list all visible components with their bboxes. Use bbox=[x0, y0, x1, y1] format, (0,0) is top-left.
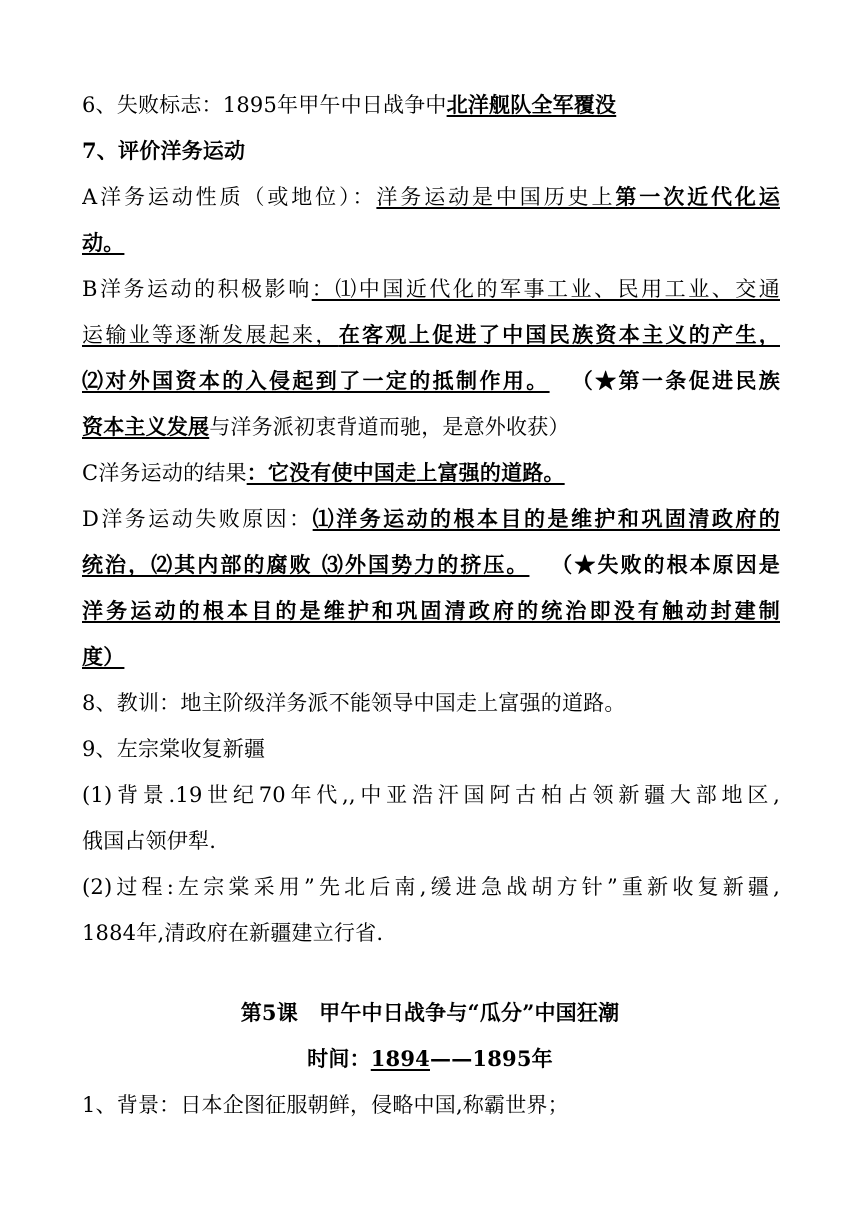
underlined-text: 北洋舰队全军覆没 bbox=[446, 92, 617, 117]
line-failure-reason-3 bbox=[82, 596, 780, 626]
line-positive-impact: B洋务运动的积极影响：⑴中国近代化的军事工业、民用工业、交通 bbox=[82, 277, 780, 301]
line-xinjiang-process: (2)过程:左宗棠采用”先北后南,缓进急战胡方针”重新收复新疆, bbox=[82, 875, 780, 899]
line-lesson: 8、教训：地主阶级洋务派不能领导中国走上富强的道路。 bbox=[82, 691, 626, 715]
line-failure-sign: 6、失败标志：1895年甲午中日战争中北洋舰队全军覆没 bbox=[82, 92, 617, 117]
line-positive-impact-2 bbox=[82, 320, 780, 350]
underlined-text: 运输业等逐渐发展起来， bbox=[82, 323, 339, 347]
line-failure-reason-2: 统治，⑵其内部的腐败 ⑶外国势力的挤压。 （★失败的根本原因是 bbox=[82, 552, 780, 577]
underlined-text: 1894 bbox=[370, 1046, 430, 1071]
line-positive-impact-3: ⑵对外国资本的入侵起到了一定的抵制作用。 （★第一条促进民族 bbox=[82, 368, 780, 393]
underlined-text: 度） bbox=[82, 644, 125, 669]
underlined-text: 洋务运动的根本目的是维护和巩固清政府的统治即没有触动封建制 bbox=[82, 598, 780, 623]
line-result: C洋务运动的结果：它没有使中国走上富强的道路。 bbox=[82, 460, 565, 485]
line-xinjiang-process-2: 1884年,清政府在新疆建立行省. bbox=[82, 921, 384, 945]
section-heading-evaluation: 7、评价洋务运动 bbox=[82, 138, 246, 163]
underlined-text: 资本主义发展 bbox=[82, 414, 210, 439]
line-failure-reason: D洋务运动失败原因：⑴洋务运动的根本目的是维护和巩固清政府的 bbox=[82, 506, 780, 531]
line-war-background: 1、背景：日本企图征服朝鲜，侵略中国,称霸世界； bbox=[82, 1093, 569, 1117]
underlined-text: ⑴洋务运动的根本目的是维护和巩固清政府的 bbox=[312, 506, 780, 531]
lesson-title: 第5课 甲午中日战争与“瓜分”中国狂潮 bbox=[240, 1000, 620, 1025]
line-failure-reason-4 bbox=[82, 642, 780, 672]
underlined-text: 第一次近代化运 bbox=[615, 184, 780, 209]
lesson-time: 时间：1894——1895年 bbox=[307, 1046, 553, 1071]
underlined-text: ：它没有使中国走上富强的道路。 bbox=[246, 460, 565, 485]
line-nature: A洋务运动性质（或地位）：洋务运动是中国历史上第一次近代化运 bbox=[82, 184, 780, 209]
line-xinjiang-background-2: 俄国占领伊犁. bbox=[82, 829, 217, 853]
line-nature-cont bbox=[82, 228, 780, 258]
underlined-text: 洋务运动是中国历史上 bbox=[376, 185, 616, 209]
line-positive-impact-4: 资本主义发展与洋务派初衷背道而驰，是意外收获） bbox=[82, 414, 570, 439]
underlined-text: 在客观上促进了中国民族资本主义的产生， bbox=[338, 322, 780, 347]
line-xinjiang-heading: 9、左宗棠收复新疆 bbox=[82, 737, 266, 761]
underlined-text: ：⑴中国近代化的军事工业、民用工业、交通 bbox=[311, 277, 780, 301]
line-xinjiang-background: (1)背景.19世纪70年代,,中亚浩汗国阿古柏占领新疆大部地区, bbox=[82, 783, 780, 807]
underlined-text: 动。 bbox=[82, 230, 125, 255]
underlined-text: ⑵对外国资本的入侵起到了一定的抵制作用。 bbox=[82, 368, 550, 393]
underlined-text: 统治，⑵其内部的腐败 ⑶外国势力的挤压。 bbox=[82, 552, 530, 577]
